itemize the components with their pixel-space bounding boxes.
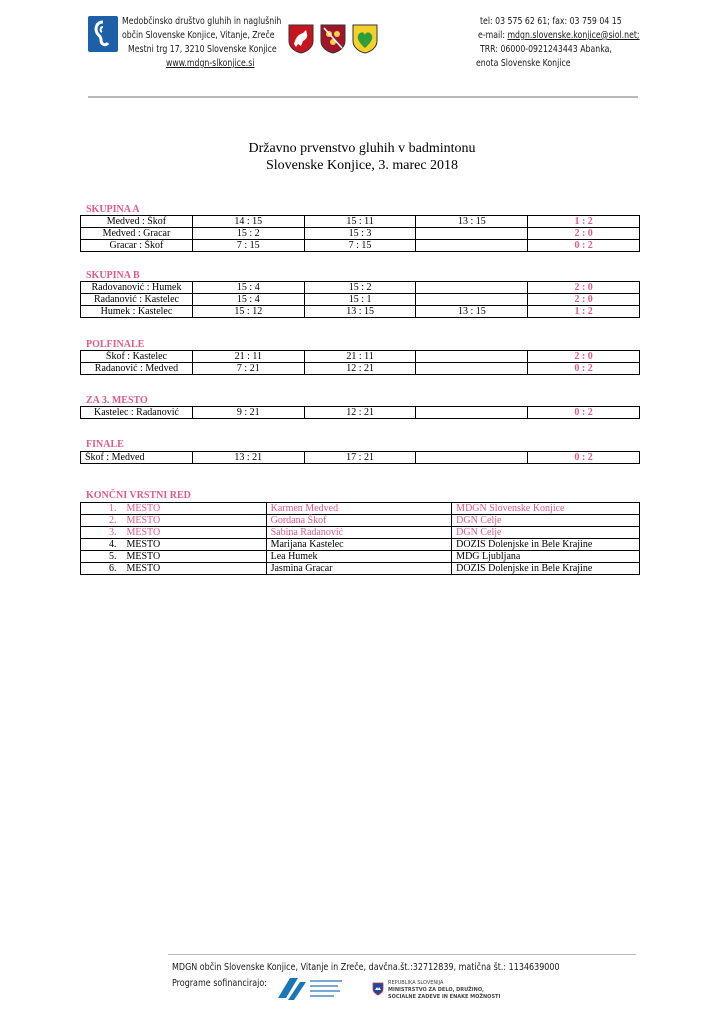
header-bank-account: TRR: 06000-0921243443 Abanka, [480,44,612,55]
set1-cell: 9 : 21 [192,407,304,419]
player-name-cell: Marijana Kastelec [266,539,452,551]
table-row [81,563,640,575]
header-bank-unit: enota Slovenske Konjice [476,58,571,69]
table-row [81,240,640,252]
ministry-line-3: SOCIALNE ZADEVE IN ENAKE MOŽNOSTI [388,994,501,1000]
place-word: MESTO [126,551,161,562]
place-cell [81,563,267,575]
section-label-skupina-b: SKUPINA B [86,270,140,281]
place-word: MESTO [126,527,161,538]
set3-cell [416,351,528,363]
results-table-skupina-a [80,215,640,252]
result-cell: 0 : 2 [528,452,640,464]
header-divider [88,96,638,98]
table-row [81,515,640,527]
player-name-cell: Karmen Medved [266,503,452,515]
header-right [476,16,685,72]
table-row [81,551,640,563]
results-table-za-3-mesto [80,406,640,419]
header-email [478,30,640,44]
place-word: MESTO [126,539,161,550]
table-row [81,407,640,419]
set2-cell: 15 : 3 [304,228,416,240]
match-cell: Gracar : Škof [81,240,193,252]
table-row [81,294,640,306]
results-table-finale [80,451,640,464]
ear-icon [88,16,118,52]
set3-cell [416,228,528,240]
set3-cell [416,240,528,252]
ministry-logo [372,980,501,1006]
ministry-line-2: MINISTRSTVO ZA DELO, DRUŽINO, [388,987,484,993]
set1-cell: 14 : 15 [192,216,304,228]
set3-cell [416,294,528,306]
header-municipalities: občin Slovenske Konjice, Vitanje, Zreče [122,30,275,41]
email-link[interactable]: mdgn.slovenske.konjice@siol.net; [507,30,640,41]
match-cell: Škof : Kastelec [81,351,193,363]
footer-cofinanced-label: Programe sofinancirajo: [172,978,267,989]
title-line-2: Slovenske Konjice, 3. marec 2018 [265,158,459,173]
place-cell [81,551,267,563]
results-table-skupina-b [80,281,640,318]
result-cell: 2 : 0 [528,351,640,363]
set1-cell: 13 : 21 [192,452,304,464]
result-cell: 2 : 0 [528,294,640,306]
set2-cell: 21 : 11 [304,351,416,363]
club-cell: DGN Celje [452,527,640,539]
club-cell: DOZIS Dolenjske in Bele Krajine [452,563,640,575]
set1-cell: 15 : 4 [192,282,304,294]
section-label-polfinale: POLFINALE [86,339,145,350]
place-cell [81,515,267,527]
place-number: 5. [109,551,117,562]
crest-zrece-icon [352,24,378,54]
match-cell: Škof : Medved [81,452,193,464]
set3-cell [416,452,528,464]
club-cell: DOZIS Dolenjske in Bele Krajine [452,539,640,551]
club-cell: MDGN Slovenske Konjice [452,503,640,515]
place-number: 4. [109,539,117,550]
section-label-za-3-mesto: ZA 3. MESTO [86,395,148,406]
set1-cell: 7 : 15 [192,240,304,252]
section-label-finale: FINALE [86,439,124,450]
table-row [81,228,640,240]
set1-cell: 15 : 4 [192,294,304,306]
set1-cell: 7 : 21 [192,363,304,375]
header-phone-fax: tel: 03 575 62 61; fax: 03 759 04 15 [480,16,622,27]
table-row [81,503,640,515]
place-cell [81,527,267,539]
result-cell: 0 : 2 [528,240,640,252]
crest-slovenske-konjice-icon [288,24,314,54]
header-address: Mestni trg 17, 3210 Slovenske Konjice [128,44,277,55]
page-title [0,140,724,174]
footer-org-info: MDGN občin Slovenske Konjice, Vitanje in Zreče, davčna.št.:32712839, matična št.: 1134639000 [172,962,560,973]
result-cell: 0 : 2 [528,407,640,419]
set2-cell: 17 : 21 [304,452,416,464]
set3-cell [416,282,528,294]
place-cell [81,539,267,551]
place-number: 2. [109,515,117,526]
place-number: 6. [109,563,117,574]
table-row [81,351,640,363]
table-row [81,363,640,375]
set3-cell [416,407,528,419]
result-cell: 1 : 2 [528,216,640,228]
set2-cell: 15 : 2 [304,282,416,294]
section-label-skupina-a: SKUPINA A [86,204,140,215]
match-cell: Radanović : Kastelec [81,294,193,306]
match-cell: Radanović : Medved [81,363,193,375]
match-cell: Kastelec : Radanović [81,407,193,419]
slovenia-coat-of-arms-icon [372,982,384,996]
email-prefix: e-mail: [478,30,505,41]
result-cell: 0 : 2 [528,363,640,375]
set1-cell: 21 : 11 [192,351,304,363]
results-table-polfinale [80,350,640,375]
place-number: 3. [109,527,117,538]
set2-cell: 7 : 15 [304,240,416,252]
result-cell: 2 : 0 [528,282,640,294]
set2-cell: 13 : 15 [304,306,416,318]
cofinancer-logo-1 [276,974,346,1004]
header-org-name: Medobčinsko društvo gluhih in naglušnih [122,16,282,27]
place-word: MESTO [126,515,161,526]
player-name-cell: Jasmina Gracar [266,563,452,575]
set2-cell: 15 : 11 [304,216,416,228]
match-cell: Medved : Škof [81,216,193,228]
title-line-1: Državno prvenstvo gluhih v badmintonu [248,141,476,156]
crest-vitanje-icon [320,24,346,54]
table-row [81,216,640,228]
player-name-cell: Gordana Škof [266,515,452,527]
hearing-logo [88,16,118,52]
set3-cell: 13 : 15 [416,306,528,318]
result-cell: 1 : 2 [528,306,640,318]
set2-cell: 15 : 1 [304,294,416,306]
footer-divider [168,954,636,955]
table-row [81,527,640,539]
set2-cell: 12 : 21 [304,407,416,419]
table-row [81,282,640,294]
section-label-koncni-vrstni-red: KONČNI VRSTNI RED [86,490,191,501]
set1-cell: 15 : 12 [192,306,304,318]
final-ranking-table [80,502,640,575]
sponsor-logo-icon [276,974,346,1004]
player-name-cell: Lea Humek [266,551,452,563]
table-row [81,452,640,464]
table-row [81,539,640,551]
player-name-cell: Sabina Radanović [266,527,452,539]
match-cell: Humek : Kastelec [81,306,193,318]
set3-cell [416,363,528,375]
match-cell: Medved : Gracar [81,228,193,240]
place-word: MESTO [126,503,161,514]
ministry-line-1: REPUBLIKA SLOVENIJA [388,980,444,986]
place-word: MESTO [126,563,161,574]
set2-cell: 12 : 21 [304,363,416,375]
result-cell: 2 : 0 [528,228,640,240]
place-cell [81,503,267,515]
header-website-link[interactable]: www.mdgn-slkonjice.si [166,58,255,69]
club-cell: MDG Ljubljana [452,551,640,563]
set3-cell: 13 : 15 [416,216,528,228]
match-cell: Radovanović : Humek [81,282,193,294]
table-row [81,306,640,318]
set1-cell: 15 : 2 [192,228,304,240]
place-number: 1. [109,503,117,514]
club-cell: DGN Celje [452,515,640,527]
